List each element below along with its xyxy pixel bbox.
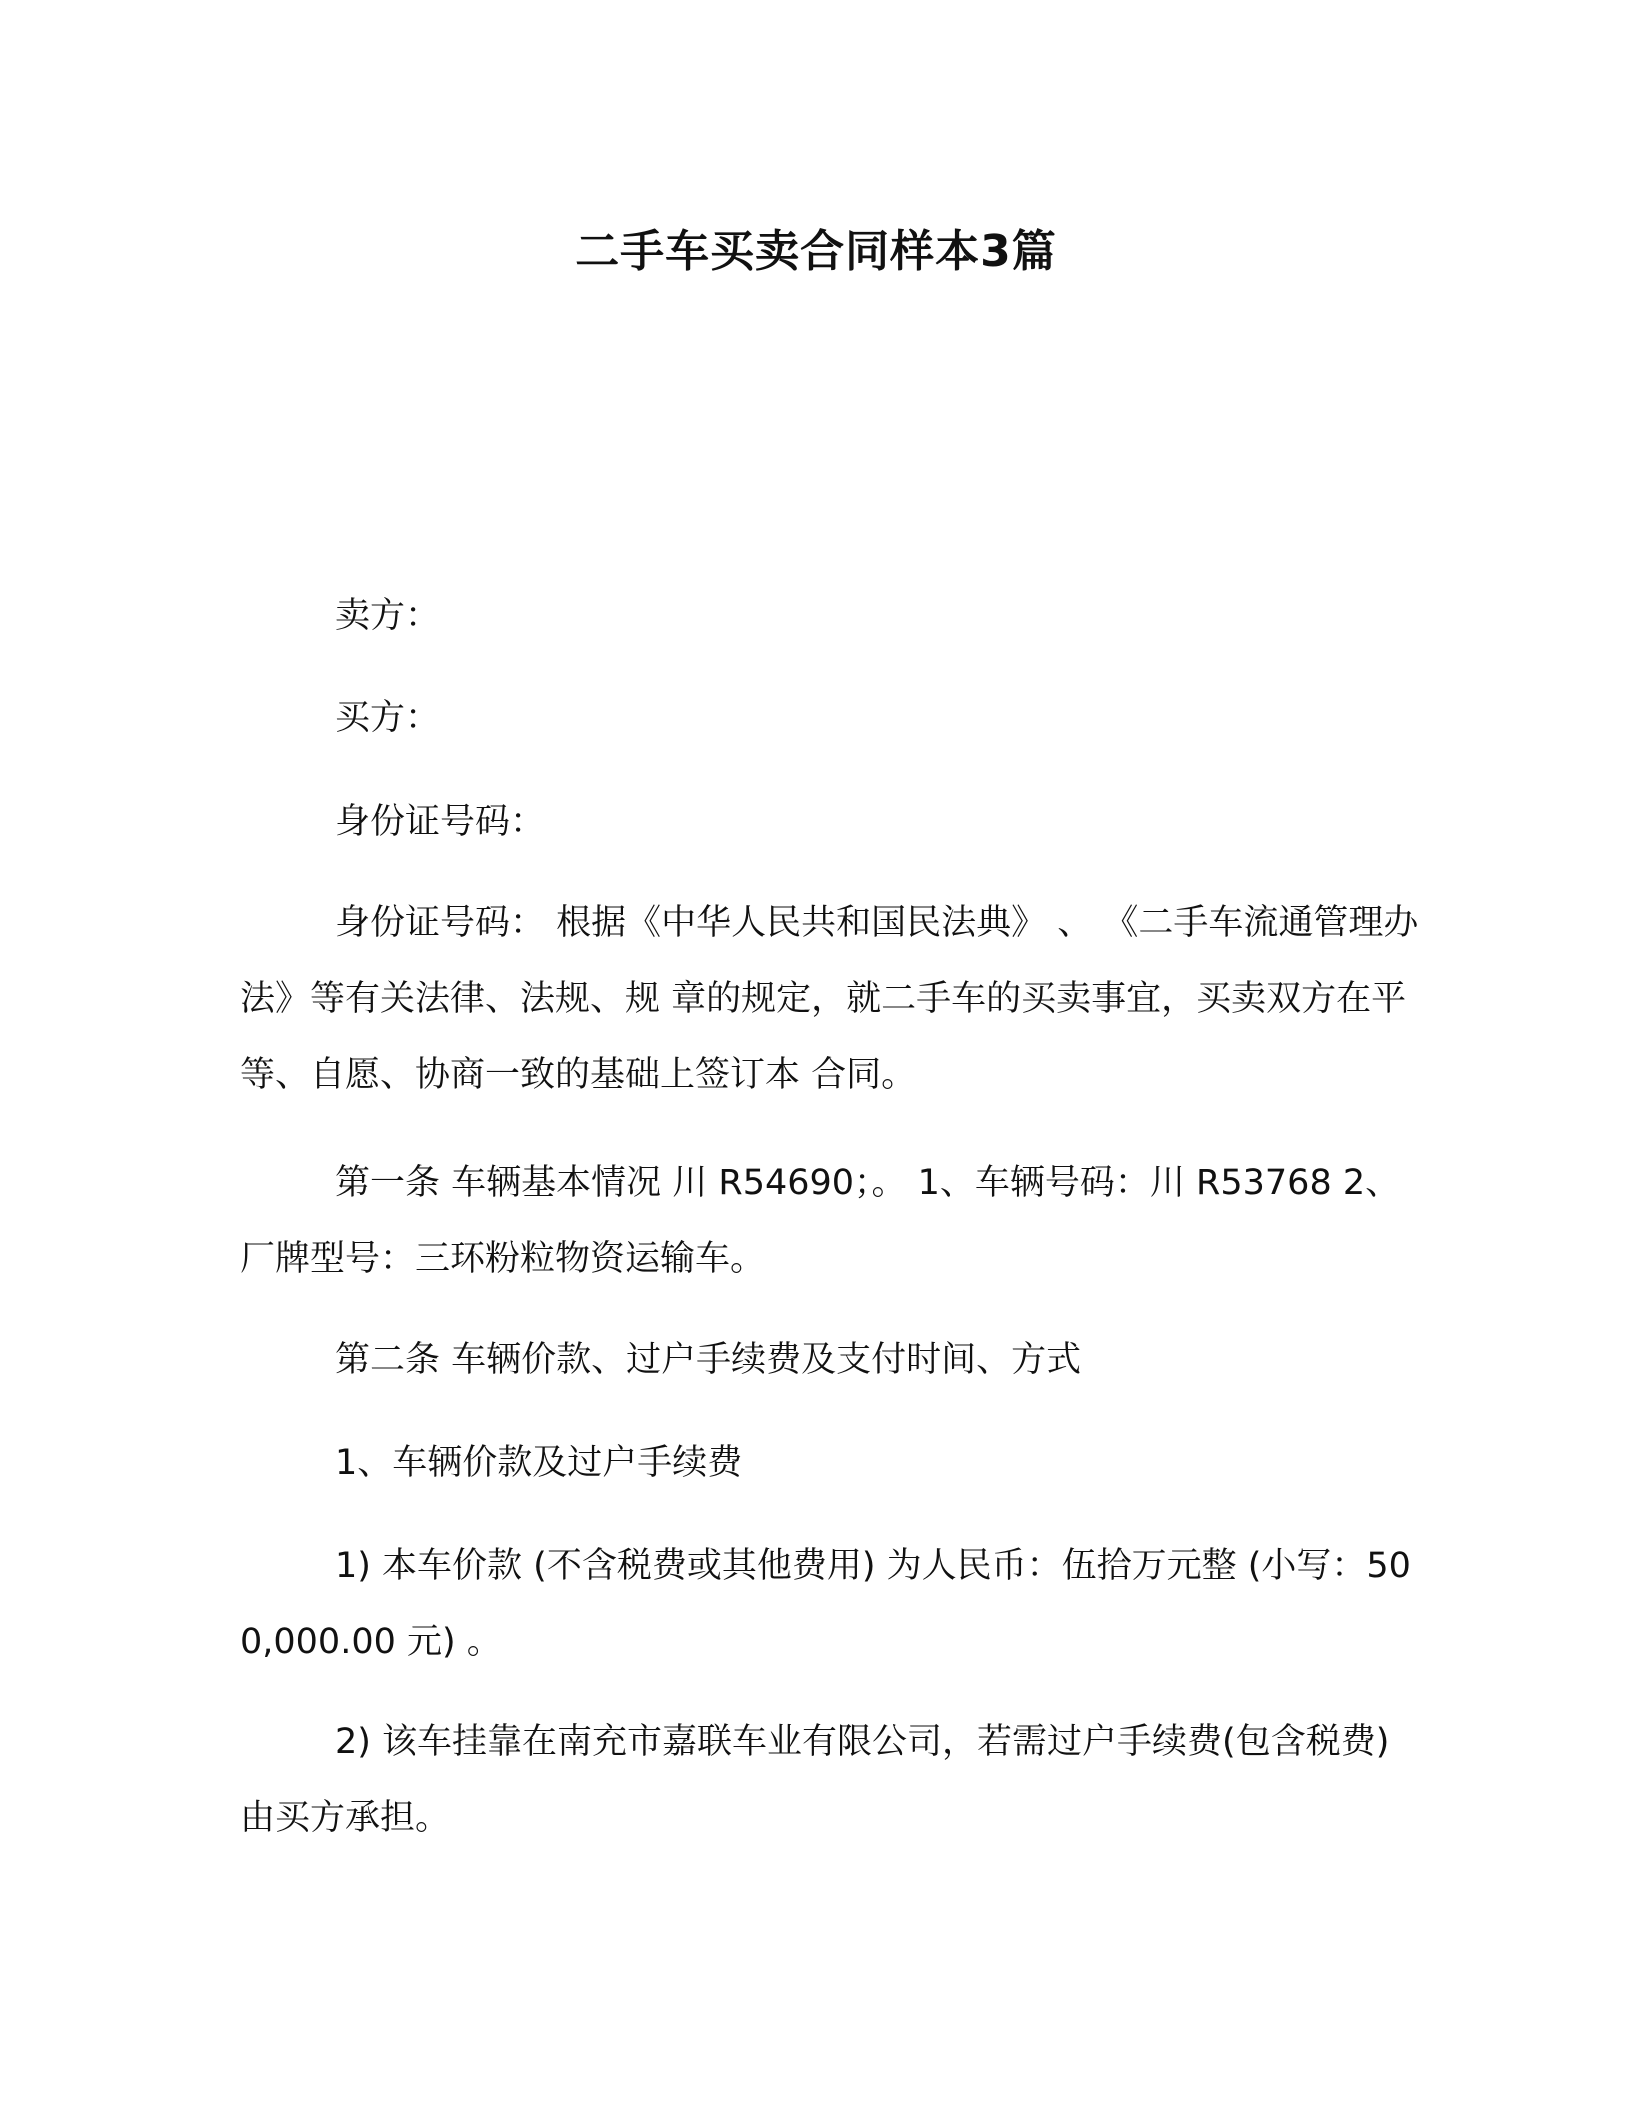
article-2-item-1-sub-1: 1) 本车价款 (不含税费或其他费用) 为人民币：伍拾万元整 (小写：500,000.00 元) 。 <box>240 1546 1411 1662</box>
id-number-field: 身份证号码： <box>335 802 546 842</box>
article-2-item-1-heading: 1、车辆价款及过户手续费 <box>335 1443 743 1483</box>
document-title: 二手车买卖合同样本3篇 <box>575 226 1057 277</box>
seller-field: 卖方： <box>335 596 441 636</box>
article-1-paragraph: 第一条 车辆基本情况 川 R54690；。 1、车辆号码：川 R53768 2、厂牌型号：三环粉粒物资运输车。 <box>240 1163 1401 1279</box>
preamble-paragraph: 身份证号码： 根据《中华人民共和国民法典》 、 《二手车流通管理办法》等有关法律、法规、规 章的规定，就二手车的买卖事宜，买卖双方在平等、自愿、协商一致的基础上签订本 合同。 <box>240 903 1419 1095</box>
buyer-field: 买方： <box>335 698 441 738</box>
article-2-item-1-sub-2: 2) 该车挂靠在南充市嘉联车业有限公司，若需过户手续费(包含税费)由买方承担。 <box>240 1722 1390 1838</box>
article-2-heading: 第二条 车辆价款、过户手续费及支付时间、方式 <box>335 1340 1082 1380</box>
